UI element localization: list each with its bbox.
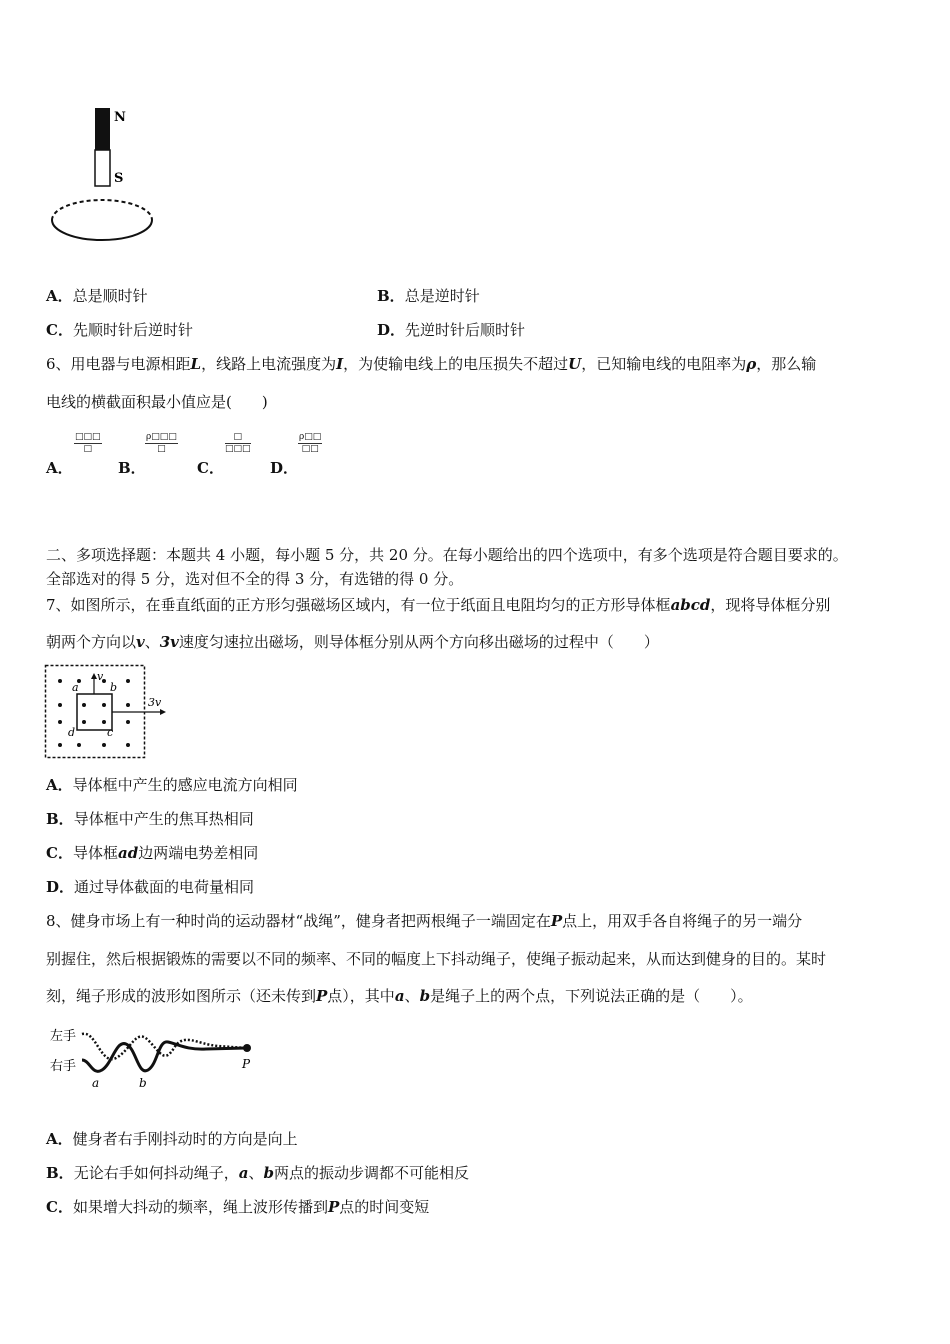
option-text: 总是顺时针 xyxy=(72,287,148,305)
q8-option-c[interactable]: C．如果增大抖动的频率，绳上波形传播到P点的时间变短 xyxy=(46,1198,430,1216)
arrow-3v-head xyxy=(160,709,166,715)
q7-option-a[interactable]: A．导体框中产生的感应电流方向相同 xyxy=(46,776,298,794)
north-label: N xyxy=(114,110,126,125)
q6-stem-line1: 6、用电器与电源相距L，线路上电流强度为I，为使输电线上的电压损失不超过U，已知输电线的电阻率为ρ，那么输 xyxy=(46,355,817,373)
option-letter: A． xyxy=(46,287,73,305)
conductor-frame xyxy=(77,694,112,730)
option-text: 先逆时针后顺时针 xyxy=(405,321,526,339)
q8-stem-line3: 刻，绳子形成的波形如图所示（还未传到P点），其中a、b是绳子上的两个点，下列说法正确的是（ ）。 xyxy=(46,987,753,1005)
label-3v: 3v xyxy=(148,696,162,709)
q5-option-a[interactable] xyxy=(46,286,148,306)
magnet-north-half xyxy=(95,108,110,150)
q6-option-a-fraction: □□□ □ xyxy=(75,432,101,454)
option-text: 先顺时针后逆时针 xyxy=(72,321,193,339)
q6-option-a[interactable]: A． xyxy=(46,459,73,477)
battle-rope-figure xyxy=(46,1018,266,1096)
magnetic-field-figure xyxy=(44,664,170,760)
left-hand-label: 左手 xyxy=(50,1029,77,1044)
label-p: P xyxy=(242,1057,251,1071)
q7-option-c[interactable]: C．导体框ad边两端电势差相同 xyxy=(46,844,259,862)
label-c: c xyxy=(107,726,114,739)
q6-option-d-fraction: ρ□□ □□ xyxy=(299,432,322,454)
q8-stem-line2: 别握住，然后根据锻炼的需要以不同的频率、不同的幅度上下抖动绳子，使绳子振动起来，从而达到健身的目的。某时 xyxy=(46,950,827,968)
label-b: b xyxy=(110,681,118,694)
fixed-point-p xyxy=(243,1044,251,1052)
magnet-south-half xyxy=(95,150,110,186)
q8-stem-line1: 8、健身市场上有一种时尚的运动器材“战绳”，健身者把两根绳子一端固定在P点上，用双手各自将绳子的另一端分 xyxy=(46,912,803,930)
q8-option-a[interactable]: A．健身者右手刚抖动时的方向是向上 xyxy=(46,1130,298,1148)
q7-stem-line2: 朝两个方向以v、3v速度匀速拉出磁场，则导体框分别从两个方向移出磁场的过程中（ ） xyxy=(46,633,659,651)
label-d: d xyxy=(68,726,76,739)
right-hand-label: 右手 xyxy=(50,1059,77,1074)
q5-option-b[interactable] xyxy=(377,286,480,306)
section2-heading-line2: 全部选对的得 5 分，选对但不全的得 3 分，有选错的得 0 分。 xyxy=(46,570,464,588)
magnet-coil-figure xyxy=(40,100,170,260)
q5-option-d[interactable] xyxy=(377,320,525,340)
left-rope-dotted xyxy=(82,1034,246,1059)
option-text: 总是逆时针 xyxy=(404,287,480,305)
coil-front-solid xyxy=(52,220,152,240)
q7-stem-line1: 7、如图所示，在垂直纸面的正方形匀强磁场区域内，有一位于纸面且电阻均匀的正方形导体框abcd，现将导体框分别 xyxy=(46,596,831,614)
q6-option-b-fraction: ρ□□□ □ xyxy=(146,432,177,454)
q6-option-b[interactable]: B． xyxy=(118,459,146,477)
option-letter: D． xyxy=(377,321,406,339)
option-letter: B． xyxy=(377,287,405,305)
q8-option-b[interactable]: B．无论右手如何抖动绳子，a、b两点的振动步调都不可能相反 xyxy=(46,1164,469,1182)
q5-option-c[interactable] xyxy=(46,320,193,340)
q6-option-d[interactable]: D． xyxy=(270,459,299,477)
section2-heading-line1: 二、多项选择题：本题共 4 小题，每小题 5 分，共 20 分。在每小题给出的四个选项中，有多个选项是符合题目要求的。 xyxy=(46,546,848,564)
q7-option-d[interactable]: D．通过导体截面的电荷量相同 xyxy=(46,878,255,896)
coil-back-dashed xyxy=(52,200,152,220)
label-a: a xyxy=(72,681,79,694)
label-v: v xyxy=(97,670,104,683)
q6-option-c[interactable]: C． xyxy=(197,459,224,477)
label-b: b xyxy=(139,1076,147,1090)
south-label: S xyxy=(114,171,124,186)
label-a: a xyxy=(92,1076,100,1090)
option-letter: C． xyxy=(46,321,73,339)
q6-stem-line2: 电线的横截面积最小值应是( ) xyxy=(46,393,268,411)
q6-option-c-fraction: □ □□□ xyxy=(225,432,251,454)
q7-option-b[interactable]: B．导体框中产生的焦耳热相同 xyxy=(46,810,254,828)
